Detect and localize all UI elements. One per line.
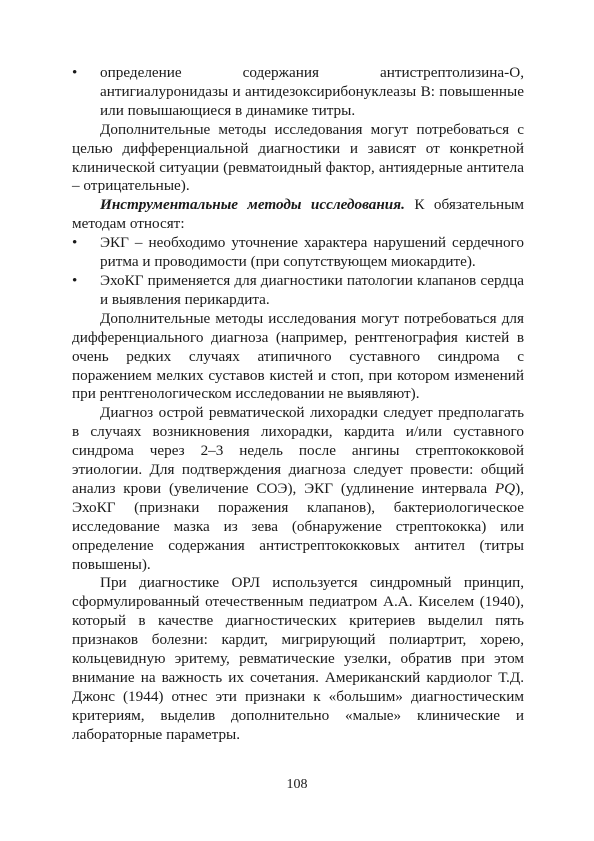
paragraph-diagnosis xyxy=(72,404,524,574)
paragraph-text: Диагноз острой ревматической лихорадки следует предполагать в случаях возникновения лихорадки, кардита и/или суставного синдрома через 2–3 недель после ангины стрептококковой этиологии. Для подтверждения диагноза следует провести: общий анализ крови (увеличение СОЭ), ЭКГ (удлинение интервала xyxy=(72,404,524,497)
bullet-text: ЭКГ – необходимо уточнение характера нарушений сердечного ритма и проводимости (при сопутствующем миокардите). xyxy=(100,234,524,271)
paragraph: Дополнительные методы исследования могут потребоваться для дифференциального диагноза (например, рентгенография кистей в очень редких случаях атипичного суставного синдрома с поражением мелких суставов кистей и стоп, при котором изменений при рентгенологическом исследовании не выявляют). xyxy=(72,309,524,403)
bullet-marker: • xyxy=(72,234,78,252)
paragraph: При диагностике ОРЛ используется синдромный принцип, сформулированный отечественным педиатром А.А. Киселем (1940), который в качестве диагностических критериев выделил пять признаков болезни: кардит, мигрирующий полиартрит, хорею, кольцевидную эритему, ревматические узелки, обратив при этом внимание на важность их сочетания. Американский кардиолог Т.Д. Джонс (1944) отнес эти признаки к «большим» диагностическим критериям, выделив дополнительно «малые» клинические и лабораторные параметры. xyxy=(72,574,524,743)
paragraph-instrumental xyxy=(72,196,524,234)
paragraph: Дополнительные методы исследования могут потребоваться с целью дифференциальной диагностики и зависят от конкретной клинической ситуации (ревматоидный фактор, антиядерные антитела – отрицательные). xyxy=(72,120,524,195)
bullet-marker: • xyxy=(72,271,78,289)
paragraph-text: ), ЭхоКГ (признаки поражения клапанов), бактериологическое исследование мазка из зева (обнаружение стрептококка) или определение содержания антистрептококковых антител (титры повышены). xyxy=(72,479,524,573)
list-item xyxy=(72,272,524,310)
pq-interval-term: PQ xyxy=(494,479,516,497)
page-body xyxy=(72,64,524,745)
list-item xyxy=(72,64,524,121)
bullet-text: определение содержания антистрептолизина-О, антигиалуронидазы и антидезоксирибонуклеазы В: повышенные или повышающиеся в динамике титры. xyxy=(100,64,524,119)
bullet-text: ЭхоКГ применяется для диагностики патологии клапанов сердца и выявления перикардита. xyxy=(100,271,524,308)
section-heading: Инструментальные методы исследования. xyxy=(100,196,405,214)
page-number: 108 xyxy=(286,777,308,792)
bullet-marker: • xyxy=(72,64,78,81)
paragraph-text: К обязательным методам относят: xyxy=(72,196,525,233)
list-item xyxy=(72,234,524,272)
